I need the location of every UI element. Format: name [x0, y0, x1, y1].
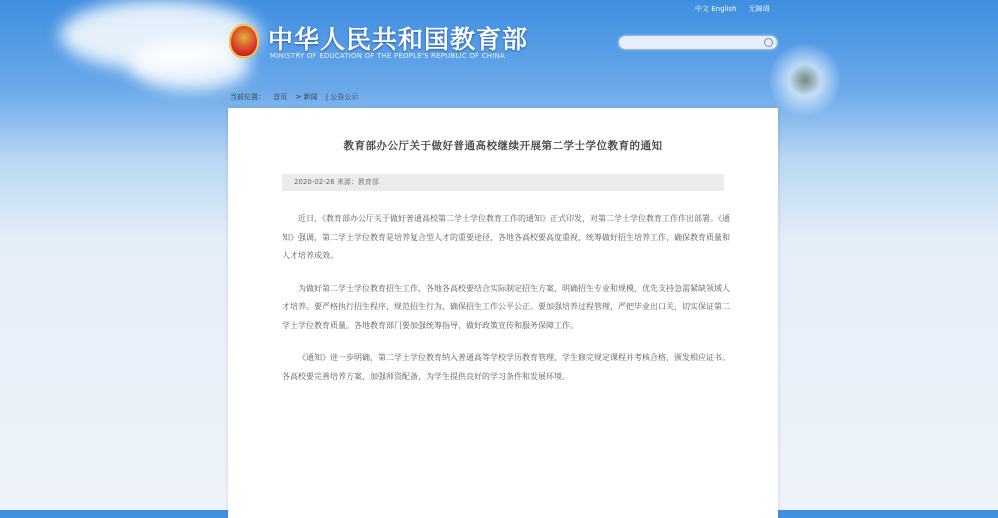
- site-title[interactable]: 中华人民共和国教育部: [268, 25, 529, 54]
- language-link[interactable]: 中文 English: [695, 5, 737, 13]
- article-paragraph: 《通知》进一步明确，第二学士学位教育纳入普通高等学校学历教育管理，学生修完规定课程并考核合格，颁发相应证书。各高校要完善培养方案，加强师资配备，为学生提供良好的学习条件和发展环境。: [282, 353, 730, 381]
- breadcrumb-label: 当前位置：: [230, 93, 265, 101]
- article-body: [282, 210, 730, 400]
- article-meta: 2020-02-26 来源：教育部: [282, 174, 724, 191]
- site-header: [0, 0, 998, 110]
- dandelion-decoration: [770, 40, 840, 120]
- article-title: 教育部办公厅关于做好普通高校继续开展第二学士学位教育的通知: [343, 140, 663, 152]
- article-card: [228, 108, 778, 518]
- site-subtitle: MINISTRY OF EDUCATION OF THE PEOPLE'S REPUBLIC OF CHINA: [270, 52, 505, 60]
- search-input[interactable]: [619, 42, 775, 55]
- breadcrumb-home[interactable]: 首页: [273, 93, 288, 101]
- article-paragraph: 近日，《教育部办公厅关于做好普通高校第二学士学位教育工作的通知》正式印发，对第二学士学位教育工作作出部署。《通知》强调，第二学士学位教育是培养复合型人才的重要途径，各地各高校要高度重视，统筹做好招生培养工作，确保教育质量和人才培养成效。: [282, 214, 730, 260]
- breadcrumb: [230, 92, 364, 102]
- search-box[interactable]: [619, 36, 777, 49]
- national-emblem-icon: [229, 24, 259, 58]
- accessibility-link[interactable]: 无障碍: [748, 5, 770, 13]
- breadcrumb-news[interactable]: > 新闻: [295, 93, 318, 101]
- breadcrumb-notices[interactable]: | 公告公示: [325, 93, 359, 101]
- article-paragraph: 为做好第二学士学位教育招生工作，各地各高校要结合实际制定招生方案，明确招生专业和规模，优先支持急需紧缺领域人才培养。要严格执行招生程序，规范招生行为，确保招生工作公平公正。要加强培养过程管理，严把毕业出口关，切实保证第二学士学位教育质量。各地教育部门要加强统筹指导，做好政策宣传和服务保障工作。: [282, 283, 730, 330]
- top-links: [695, 4, 780, 14]
- search-icon[interactable]: [764, 38, 773, 47]
